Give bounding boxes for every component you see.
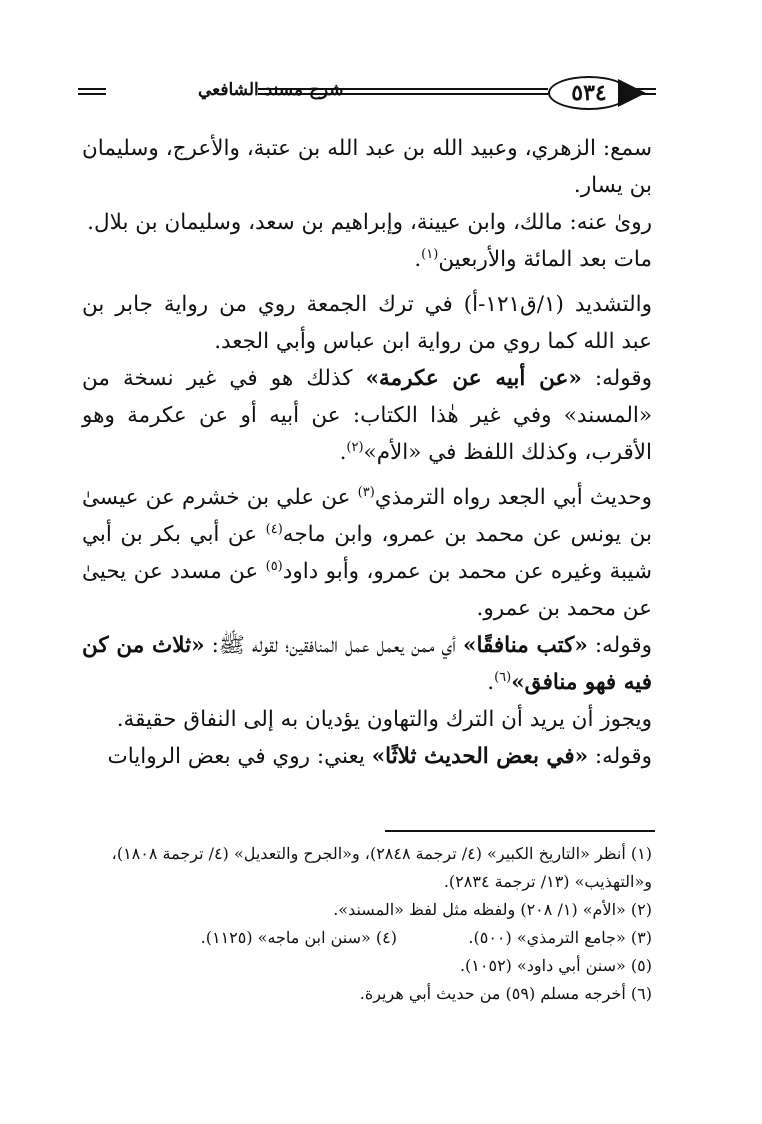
page-header: [78, 70, 656, 120]
footnote-1: (١) أنظر «التاريخ الكبير» (٤/ ترجمة ٢٨٤٨)، و«الجرح والتعديل» (٤/ ترجمة ١٨٠٨)، و«التهذيب» (١٣/ ترجمة ٢٨٣٤).: [111, 844, 652, 891]
footnote-2: (٢) «الأم» (١/ ٢٠٨) ولفظه مثل لفظ «المسند».: [333, 900, 652, 919]
footnote-4: (٤) «سنن ابن ماجه» (١١٢٥).: [200, 928, 397, 947]
paragraph: ويجوز أن يريد أن الترك والتهاون يؤديان به إلى النفاق حقيقة.: [116, 707, 652, 732]
footnote-6: (٦) أخرجه مسلم (٥٩) من حديث أبي هريرة.: [359, 984, 652, 1003]
header-rule-long: [258, 88, 548, 95]
quoted-phrase: «في بعض الحديث ثلاثًا»: [371, 744, 589, 769]
paragraph: وقوله: «في بعض الحديث ثلاثًا» يعني: روي في بعض الروايات: [107, 744, 652, 769]
quoted-phrase: «كتب منافقًا»: [463, 633, 588, 658]
footnote-ref: (٥): [265, 558, 283, 574]
paragraph: روىٰ عنه: مالك، وابن عيينة، وإبراهيم بن سعد، وسليمان بن بلال.: [87, 210, 652, 235]
footnote-ref: (٣): [357, 484, 375, 500]
footnote-separator: [385, 830, 655, 832]
footnote-ref: (٦): [494, 669, 512, 685]
footnote-ref: (٤): [265, 521, 283, 537]
footnotes: [82, 840, 652, 1008]
footnote-ref: (٢): [346, 439, 364, 455]
page-number: ٥٣٤: [548, 76, 630, 110]
paragraph: وقوله: «كتب منافقًا» أي ممن يعمل عمل المنافقين؛ لقوله ﷺ: «ثلاث من كن فيه فهو منافق»$^{(٦)}$.: [82, 633, 652, 695]
main-text: [82, 130, 652, 775]
footnote-row-3-4: [82, 924, 652, 952]
paragraph: مات بعد المائة والأربعين$^{(١)}$.: [414, 246, 652, 272]
header-rule-right: [628, 88, 656, 95]
quoted-phrase: «عن أبيه عن عكرمة»: [365, 366, 582, 391]
footnote-3: (٣) «جامع الترمذي» (٥٠٠).: [468, 928, 652, 947]
paragraph: والتشديد (١/ق١٢١-أ) في ترك الجمعة روي من رواية جابر بن عبد الله كما روي من رواية ابن عباس وأبي الجعد.: [82, 292, 653, 354]
footnote-5: (٥) «سنن أبي داود» (١٠٥٢).: [459, 956, 652, 975]
paragraph: وقوله: «عن أبيه عن عكرمة» كذلك هو في غير نسخة من «المسند» وفي غير هٰذا الكتاب: عن أبيه أو عن عكرمة وهو الأقرب، وكذلك اللفظ في «الأم»$^{(٢)}$.: [82, 366, 652, 465]
header-rule-left: [78, 88, 106, 95]
running-title: شرح مسند الشافعي: [198, 80, 344, 100]
paragraph: وحديث أبي الجعد رواه الترمذي$^{(٣)}$ عن علي بن خشرم عن عيسىٰ بن يونس عن محمد بن عمرو، وابن ماجه$^{(٤)}$ عن أبي بكر بن أبي شيبة وغيره عن محمد بن عمرو، وأبو داود$^{(٥)}$ عن مسدد عن يحيىٰ عن محمد بن عمرو.: [82, 484, 652, 621]
footnote-ref: (١): [421, 246, 439, 262]
paragraph: سمع: الزهري، وعبيد الله بن عبد الله بن عتبة، والأعرج، وسليمان بن يسار.: [82, 136, 652, 198]
hadith-quote: «ثلاث من كن فيه فهو منافق»: [82, 633, 652, 695]
